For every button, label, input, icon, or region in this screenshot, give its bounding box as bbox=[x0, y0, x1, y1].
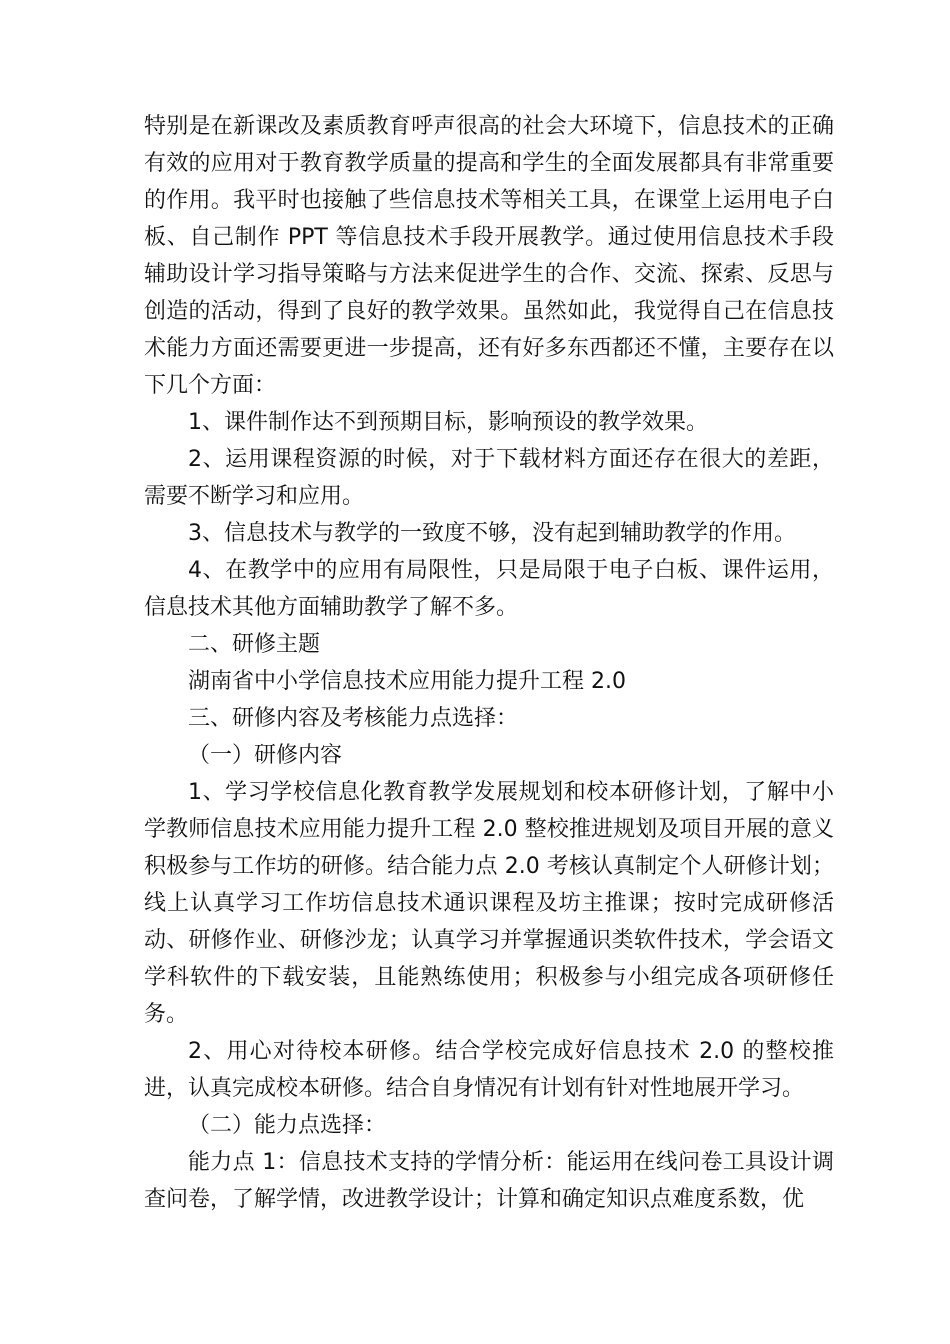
section-2-content: 湖南省中小学信息技术应用能力提升工程 2.0 bbox=[188, 669, 626, 694]
paragraph-intro: 特别是在新课改及素质教育呼声很高的社会大环境下，信息技术的正确有效的应用对于教育教学质量的提高和学生的全面发展都具有非常重要的作用。我平时也接触了些信息技术等相关工具，在课堂上运用电子白板、自己制作 PPT 等信息技术手段开展教学。通过使用信息技术手段辅助设计学习指导策略与方法来促进学生的合作、交流、探索、反思与创造的活动，得到了良好的教学效果。虽然如此，我觉得自己在信息技术能力方面还需要更进一步提高，还有好多东西都还不懂，主要存在以下几个方面： bbox=[144, 114, 834, 398]
list-item-1: 1、课件制作达不到预期目标，影响预设的教学效果。 bbox=[188, 410, 708, 435]
ability-point-1: 能力点 1：信息技术支持的学情分析：能运用在线问卷工具设计调查问卷，了解学情，改进教学设计；计算和确定知识点难度系数，优 bbox=[144, 1150, 834, 1212]
list-item-3: 3、信息技术与教学的一致度不够，没有起到辅助教学的作用。 bbox=[188, 521, 796, 546]
section-heading-3: 三、研修内容及考核能力点选择： bbox=[188, 706, 519, 731]
subsection-heading-2: （二）能力点选择： bbox=[188, 1113, 387, 1138]
content-item-1: 1、学习学校信息化教育教学发展规划和校本研修计划，了解中小学教师信息技术应用能力提升工程 2.0 整校推进规划及项目开展的意义积极参与工作坊的研修。结合能力点 2.0 考核认真制定个人研修计划；线上认真学习工作坊信息技术通识课程及坊主推课；按时完成研修活动、研修作业、研修沙龙；认真学习并掌握通识类软件技术，学会语文学科软件的下载安装，且能熟练使用；积极参与小组完成各项研修任务。 bbox=[144, 780, 834, 1027]
document-body bbox=[144, 108, 834, 1218]
content-item-2: 2、用心对待校本研修。结合学校完成好信息技术 2.0 的整校推进，认真完成校本研修。结合自身情况有计划有针对性地展开学习。 bbox=[144, 1039, 834, 1101]
section-heading-2: 二、研修主题 bbox=[188, 632, 321, 657]
list-item-4: 4、在教学中的应用有局限性，只是局限于电子白板、课件运用，信息技术其他方面辅助教学了解不多。 bbox=[144, 558, 834, 620]
list-item-2: 2、运用课程资源的时候，对于下载材料方面还存在很大的差距，需要不断学习和应用。 bbox=[144, 447, 834, 509]
subsection-heading-1: （一）研修内容 bbox=[188, 743, 343, 768]
